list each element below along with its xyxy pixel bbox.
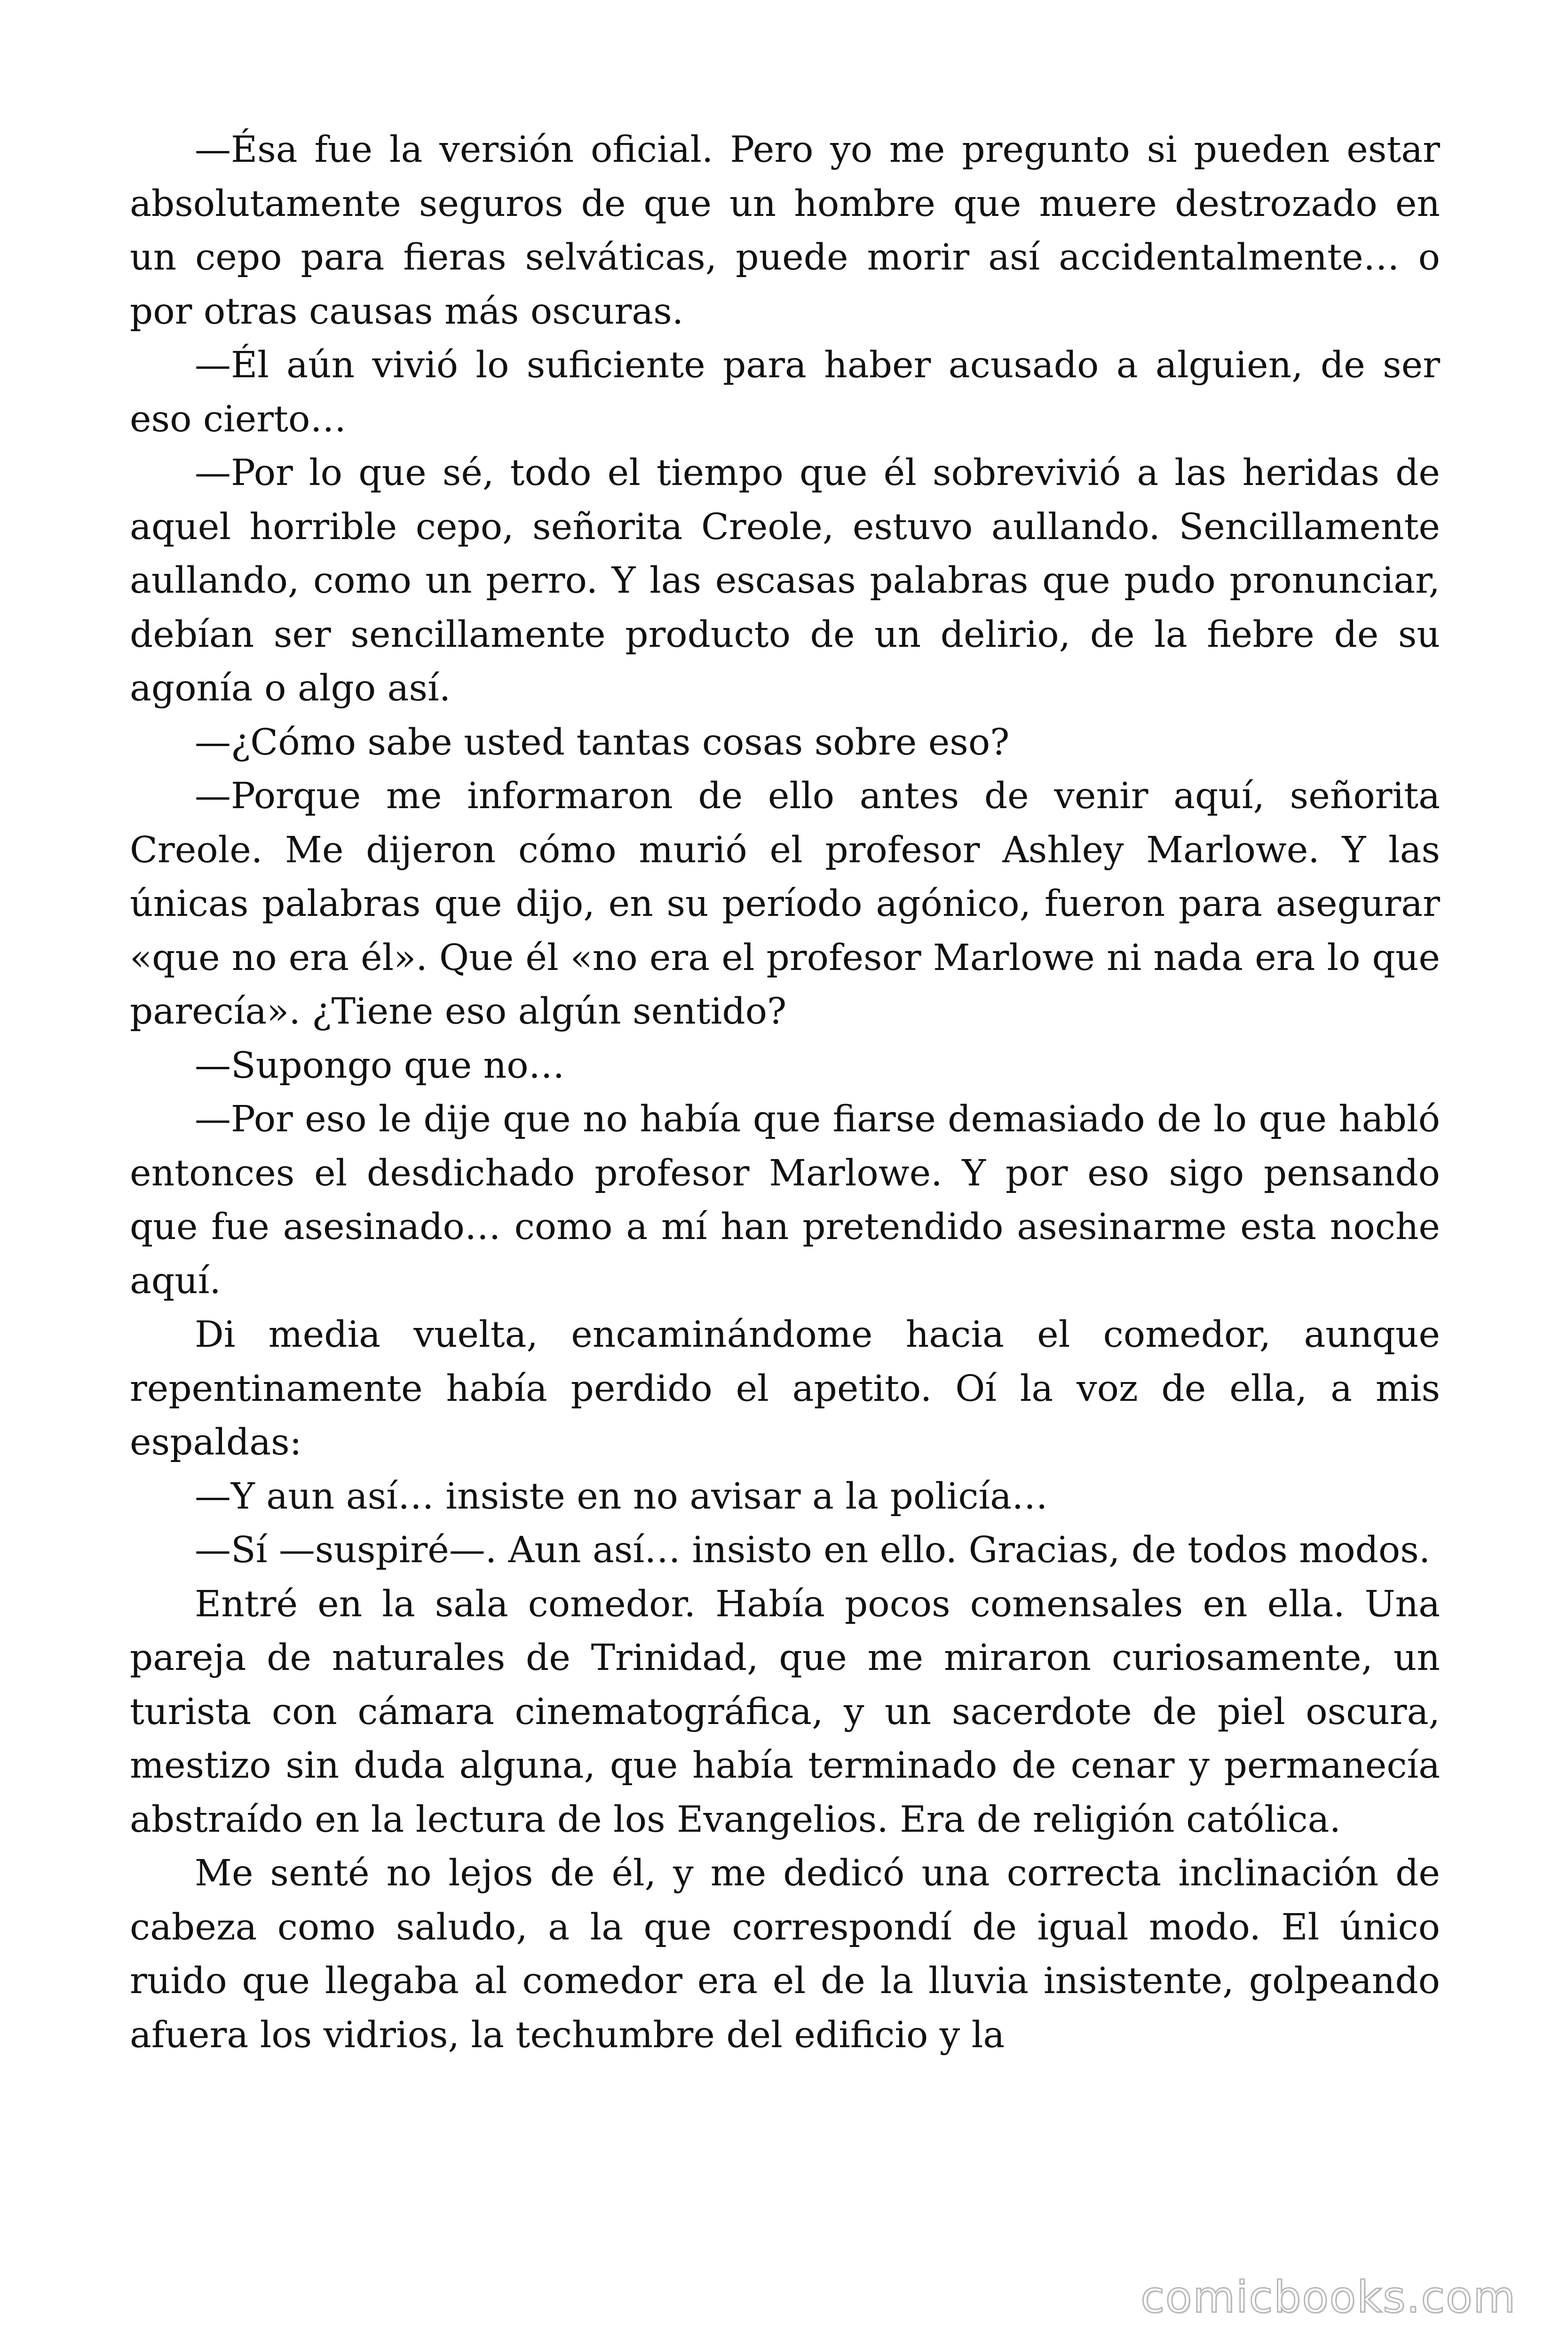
paragraph: Di media vuelta, encaminándome hacia el comedor, aunque repentinamente había perdido el apetito. Oí la voz de ella, a mis espaldas: xyxy=(130,1314,1440,1463)
paragraph: —¿Cómo sabe usted tantas cosas sobre eso? xyxy=(195,721,1010,763)
page-body-text xyxy=(130,123,1440,2062)
paragraph: —Ésa fue la versión oficial. Pero yo me pregunto si pueden estar absolutamente seguros de que un hombre que muere destrozado en un cepo para fieras selváticas, puede morir así accidentalmente… o por otras causas más oscuras. xyxy=(130,129,1440,333)
paragraph: —Por lo que sé, todo el tiempo que él sobrevivió a las heridas de aquel horrible cepo, señorita Creole, estuvo aullando. Sencillamente aullando, como un perro. Y las escasas palabras que pudo pronunciar, debían ser sencillamente producto de un delirio, de la fiebre de su agonía o algo así. xyxy=(130,452,1440,709)
paragraph: —Por eso le dije que no había que fiarse demasiado de lo que habló entonces el desdichado profesor Marlowe. Y por eso sigo pensando que fue asesinado… como a mí han pretendido asesinarme esta noche aquí. xyxy=(130,1098,1440,1302)
paragraph: —Él aún vivió lo suficiente para haber acusado a alguien, de ser eso cierto… xyxy=(130,344,1440,440)
site-watermark: comicbooks.com xyxy=(1140,2272,1516,2322)
paragraph: —Y aun así… insiste en no avisar a la policía… xyxy=(195,1475,1048,1518)
paragraph: —Supongo que no… xyxy=(195,1044,565,1087)
paragraph: Entré en la sala comedor. Había pocos comensales en ella. Una pareja de naturales de Trinidad, que me miraron curiosamente, un turista con cámara cinematográfica, y un sacerdote de piel oscura, mestizo sin duda alguna, que había terminado de cenar y permanecía abstraído en la lectura de los Evangelios. Era de religión católica. xyxy=(130,1583,1440,1841)
paragraph: —Sí —suspiré—. Aun así… insisto en ello. Gracias, de todos modos. xyxy=(195,1529,1431,1571)
paragraph: Me senté no lejos de él, y me dedicó una correcta inclinación de cabeza como saludo, a la que correspondí de igual modo. El único ruido que llegaba al comedor era el de la lluvia insistente, golpeando afuera los vidrios, la techumbre del edificio y la xyxy=(130,1852,1440,2056)
paragraph: —Porque me informaron de ello antes de venir aquí, señorita Creole. Me dijeron cómo murió el profesor Ashley Marlowe. Y las únicas palabras que dijo, en su período agónico, fueron para asegurar «que no era él». Que él «no era el profesor Marlowe ni nada era lo que parecía». ¿Tiene eso algún sentido? xyxy=(130,775,1440,1033)
